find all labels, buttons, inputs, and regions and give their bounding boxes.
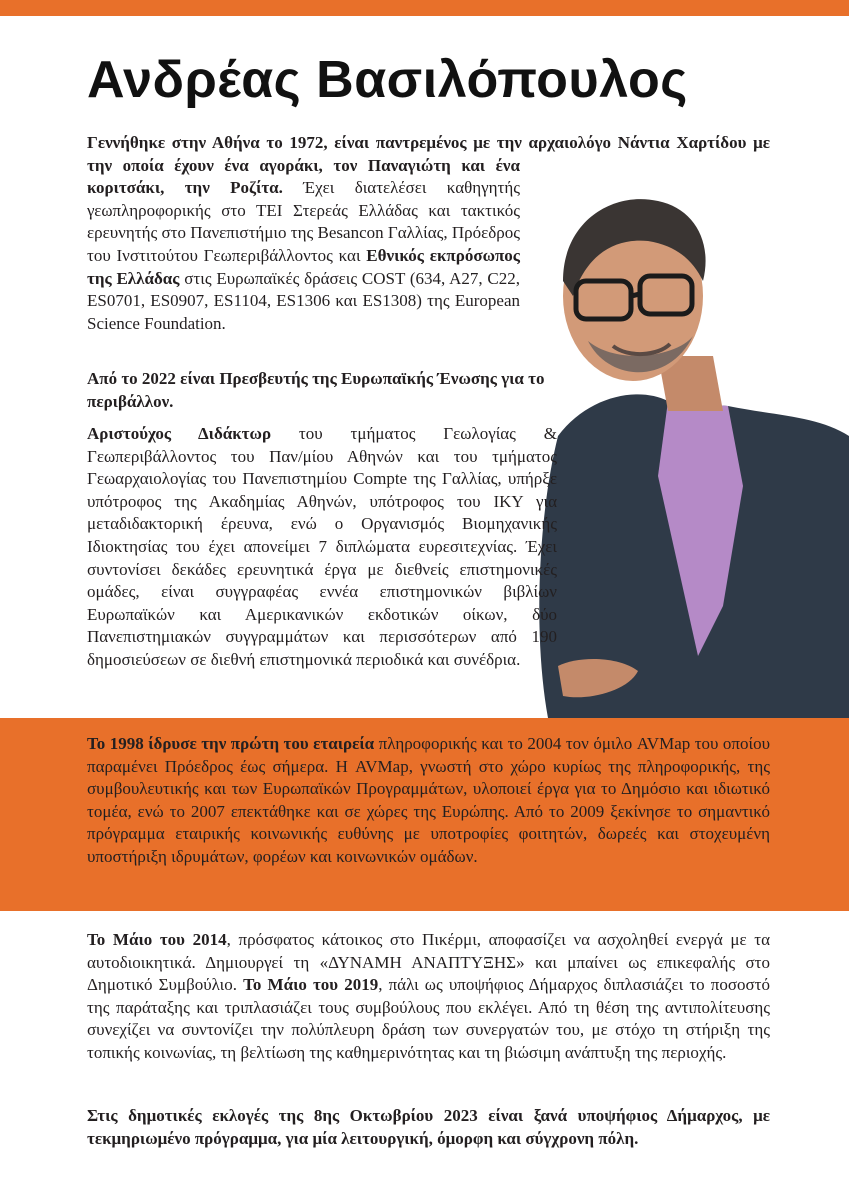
intro-text-1: Έχει διατελέσει καθηγητής γεωπληροφορικής στο ΤΕΙ Στερεάς Ελλάδας και τακτικός ερευνητής στο Πανεπιστήμιο της Besancon Γαλλίας, Πρόεδρος του Ινστιτούτου Γεωπεριβάλλοντος και	[87, 178, 520, 265]
intro-bold-1: Γεννήθηκε στην Αθήνα το 1972, είναι παντρεμένος με την αρχαιολόγο Νάντια Χαρτίδου με την οποία έχουν ένα αγοράκι, τον Παναγιώτη και ένα κοριτσάκι, την Ροζίτα.	[87, 133, 770, 198]
ambassador-paragraph	[87, 368, 557, 413]
education-text: του τμήματος Γεωλογίας & Γεωπεριβάλλοντος του Παν/μίου Αθηνών και του τμήματος Γεωαρχαιολογίας του Πανεπιστημίου Compte της Γαλλίας, υπήρξε υπότροφος της Ακαδημίας Αθηνών, υπότροφος του ΙΚΥ για μεταδιδακτορική έρευνα, ενώ ο Οργανισμός Βιομηχανικής Ιδιοκτησίας του έχει απονείμει 7 διπλώματα ευρεσιτεχνίας. Έχει συντονίσει δεκάδες ερευνητικά έργα με διεθνείς επιστημονικές ομάδες, είναι συγγραφέας εννέα επιστημονικών βιβλίων Ευρωπαϊκών και Αμερικανικών εκδοτικών οίκων, δύο Πανεπιστημιακών συγγραμμάτων και περισσότερων από 190 δημοσιεύσεων σε διεθνή επιστημονικά περιοδικά και συνέδρια.	[87, 424, 557, 669]
intro-text-2: στις Ευρωπαϊκές δράσεις COST (634, A27, C22, ES0701, ES0907, ES1104, ES1306 και ES1308) της European Science Foundation.	[87, 268, 520, 333]
ambassador-text: Από το 2022 είναι Πρεσβευτής της Ευρωπαϊκής Ένωσης για το περιβάλλον.	[87, 369, 545, 411]
politics-text-2: , πάλι ως υποψήφιος Δήμαρχος διπλασιάζει το ποσοστό της παράταξης και τριπλασιάζει τους συμβούλους που εκλέγει. Από τη θέση της αντιπολίτευσης συνεχίζει να συντονίζει την πολύπλευρη δράση των συνεργατών του, με στόχο τη στήριξη της τοπικής κοινωνίας, τη βελτίωση της καθημερινότητας και τη βιώσιμη ανάπτυξη της περιοχής.	[87, 975, 771, 1062]
politics-bold-1: Το Μάιο του 2014	[87, 930, 227, 949]
top-accent-bar	[0, 0, 849, 16]
intro-bold-2: Εθνικός εκπρόσωπος της Ελλάδας	[87, 245, 520, 288]
election-paragraph	[87, 1105, 770, 1150]
politics-paragraph	[87, 929, 770, 1065]
politics-bold-2: Το Μάιο του 2019	[243, 975, 379, 995]
company-text: πληροφορικής και το 2004 τον όμιλο AVMap του οποίου παραμένει Πρόεδρος έως σήμερα. Η AVMap, γνωστή στο χώρο κυρίως της πληροφορικής, της συμβουλευτικής και των Ευρωπαϊκών Προγραμμάτων, υλοποιεί έργα για το Δημόσιο και ιδιωτικό τομέα, ενώ το 2007 επεκτάθηκε και σε χώρες της Ευρώπης. Από το 2009 ξεκίνησε το σημαντικό πρόγραμμα εταιρικής κοινωνικής ευθύνης με υποτροφίες φοιτητών, δωρεές και στοχευμένη υποστήριξη ιδρυμάτων, φορέων και κοινωνικών ομάδων.	[87, 734, 770, 866]
education-paragraph	[87, 423, 557, 672]
company-paragraph	[87, 733, 770, 869]
company-bold: Το 1998 ίδρυσε την πρώτη του εταιρεία	[87, 734, 375, 753]
election-text: Στις δημοτικές εκλογές της 8ης Οκτωβρίου 2023 είναι ξανά υποψήφιος Δήμαρχος, με τεκμηριωμένο πρόγραμμα, για μία λειτουργική, όμορφη και σύγχρονη πόλη.	[87, 1106, 770, 1148]
politics-text-1: , πρόσφατος κάτοικος στο Πικέρμι, αποφασίζει να ασχοληθεί ενεργά με τα αυτοδιοικητικά. Δημιουργεί τη «ΔΥΝΑΜΗ ΑΝΑΠΤΥΞΗΣ» και μπαίνει ως επικεφαλής στο Δημοτικό Συμβούλιο.	[87, 930, 770, 995]
education-bold: Αριστούχος Διδάκτωρ	[87, 424, 272, 443]
page-title: Ανδρέας Βασιλόπουλος	[87, 51, 688, 109]
intro-paragraph	[87, 132, 770, 362]
